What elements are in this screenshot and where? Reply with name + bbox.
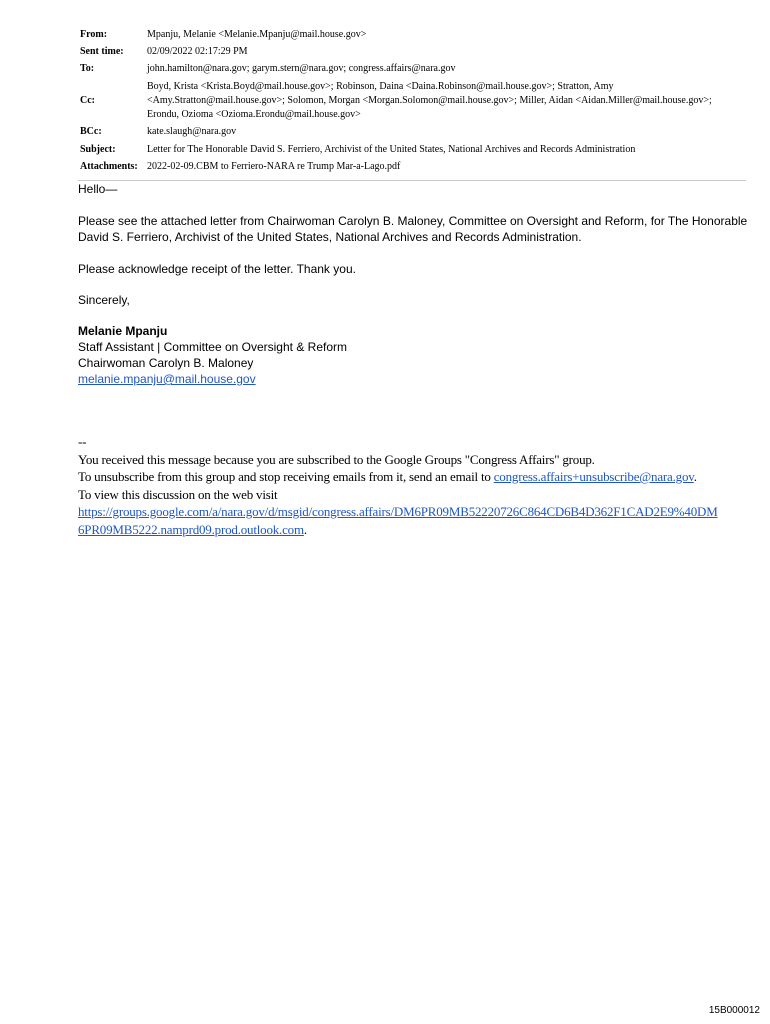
discussion-link-continued[interactable]: 6PR09MB5222.namprd09.prod.outlook.com [78, 521, 304, 537]
subject-label: Subject: [80, 144, 116, 155]
cc-value [147, 80, 747, 122]
attachments-label: Attachments: [80, 161, 138, 172]
greeting: Hello— [78, 182, 118, 196]
from-value: Mpanju, Melanie <Melanie.Mpanju@mail.house.gov> [147, 29, 367, 40]
from-label: From: [80, 29, 108, 40]
group-footer [78, 433, 748, 538]
cc-line: <Amy.Stratton@mail.house.gov>; Solomon, Morgan <Morgan.Solomon@mail.house.gov>; Miller, Aidan <Aidan.Miller@mail.house.gov>; [147, 95, 712, 106]
subject-value: Letter for The Honorable David S. Ferriero, Archivist of the United States, National Archives and Records Administration [147, 144, 636, 155]
signature-org: Chairwoman Carolyn B. Maloney [78, 356, 254, 370]
closing: Sincerely, [78, 293, 130, 307]
signature-name: Melanie Mpanju [78, 324, 168, 338]
to-label: To: [80, 63, 95, 74]
to-value: john.hamilton@nara.gov; garym.stern@nara.gov; congress.affairs@nara.gov [147, 63, 456, 74]
discussion-link-suffix: . [303, 521, 307, 537]
unsubscribe-email-link[interactable]: congress.affairs+unsubscribe@nara.gov [493, 469, 694, 484]
footer-subscription-note: You received this message because you are subscribed to the Google Groups "Congress Affairs" group. [78, 451, 595, 467]
sent-label: Sent time: [80, 46, 124, 57]
signature-title: Staff Assistant | Committee on Oversight & Reform [78, 340, 347, 354]
footer-view-note: To view this discussion on the web visit [78, 486, 278, 502]
discussion-link[interactable]: https://groups.google.com/a/nara.gov/d/msgid/congress.affairs/DM6PR09MB52220726C864CD6B4D362F1CAD2E9%40DM [78, 504, 718, 519]
signature-block [78, 323, 748, 387]
discussion-link-line [78, 503, 748, 521]
attachment-filename[interactable]: 2022-02-09.CBM to Ferriero-NARA re Trump Mar-a-Lago.pdf [147, 161, 401, 172]
bcc-value: kate.slaugh@nara.gov [147, 126, 237, 137]
footer-separator: -- [78, 434, 87, 449]
unsubscribe-text: To unsubscribe from this group and stop receiving emails from it, send an email to [78, 469, 494, 484]
message-paragraph [78, 213, 748, 245]
discussion-link-line [78, 521, 748, 539]
page-number: 15B000012 [708, 1005, 760, 1016]
signature-email-link[interactable]: melanie.mpanju@mail.house.gov [78, 372, 256, 386]
cc-line: Boyd, Krista <Krista.Boyd@mail.house.gov>; Robinson, Daina <Daina.Robinson@mail.house.gov>; Stratton, Amy [147, 81, 614, 92]
cc-label: Cc: [80, 95, 95, 106]
paragraph-line: Please see the attached letter from Chairwoman Carolyn B. Maloney, Committee on Oversight and Reform, for The Honorable [78, 214, 748, 228]
acknowledge-paragraph: Please acknowledge receipt of the letter. Thank you. [78, 262, 356, 276]
bcc-label: BCc: [80, 126, 102, 137]
unsubscribe-suffix: . [693, 469, 697, 484]
paragraph-line: David S. Ferriero, Archivist of the United States, National Archives and Records Administration. [78, 230, 582, 244]
footer-unsubscribe-line [78, 468, 748, 486]
sent-value: 02/09/2022 02:17:29 PM [147, 46, 248, 57]
cc-line: Erondu, Ozioma <Ozioma.Erondu@mail.house.gov> [147, 109, 361, 120]
